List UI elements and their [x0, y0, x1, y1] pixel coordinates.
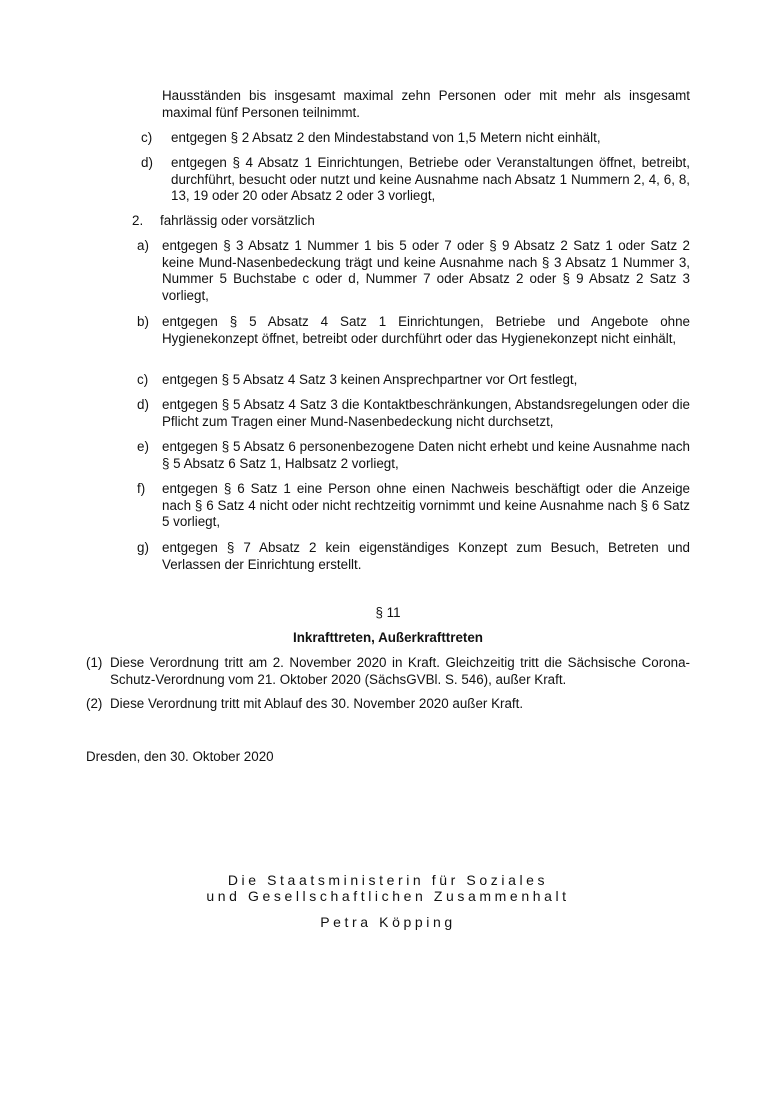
list-item-label: d): [137, 397, 149, 412]
list-item-text: entgegen § 5 Absatz 4 Satz 3 keinen Ansprechpartner vor Ort festlegt,: [162, 372, 578, 387]
list-item-label: c): [141, 130, 153, 145]
list-item-label: c): [137, 372, 149, 387]
section-title: Inkrafttreten, Außerkrafttreten: [293, 630, 483, 645]
list-item-text: entgegen § 4 Absatz 1 Einrichtungen, Betriebe oder Veranstaltungen öffnet, betreibt, durchführt, besucht oder nutzt und keine Ausnahme nach Absatz 1 Nummern 2, 4, 6, 8, 13, 19 oder 20 oder Absatz 2 oder 3 vorliegt,: [171, 155, 690, 204]
list-item-text: entgegen § 7 Absatz 2 kein eigenständiges Konzept zum Besuch, Betreten und Verlassen der Einrichtung erstellt.: [162, 540, 690, 572]
list-item-label: g): [137, 540, 149, 555]
signature-title-line2: und Gesellschaftlichen Zusammenhalt: [206, 888, 570, 904]
paragraph-label: (2): [86, 696, 103, 711]
list-item-text: entgegen § 6 Satz 1 eine Person ohne einen Nachweis beschäftigt oder die Anzeige nach § 6 Satz 4 nicht oder nicht rechtzeitig vornimmt und keine Ausnahme nach § 6 Satz 5 vorliegt,: [162, 481, 690, 530]
list-item-label: 2.: [132, 213, 144, 228]
signature-title-line1: Die Staatsministerin für Soziales: [227, 872, 549, 888]
list-item-label: d): [141, 155, 153, 170]
paragraph-label: (1): [86, 655, 103, 670]
paragraph-text: Diese Verordnung tritt am 2. November 2020 in Kraft. Gleichzeitig tritt die Sächsische Corona-Schutz-Verordnung vom 21. Oktober 2020 (SächsGVBl. S. 546), außer Kraft.: [110, 655, 690, 687]
list-item-label: a): [137, 238, 149, 253]
section-number: § 11: [375, 605, 401, 620]
list-item-text: entgegen § 5 Absatz 6 personenbezogene Daten nicht erhebt und keine Ausnahme nach § 5 Absatz 6 Satz 1, Halbsatz 2 vorliegt,: [162, 439, 690, 471]
list-item-text: entgegen § 3 Absatz 1 Nummer 1 bis 5 oder 7 oder § 9 Absatz 2 Satz 1 oder Satz 2 keine Mund-Nasenbedeckung trägt und keine Ausnahme nach § 3 Absatz 1 Nummer 3, Nummer 5 Buchstabe c oder d, Nummer 7 oder Absatz 2 oder § 9 Absatz 2 Satz 3 vorliegt,: [162, 238, 690, 303]
list-item-text: entgegen § 5 Absatz 4 Satz 1 Einrichtungen, Betriebe und Angebote ohne Hygienekonzept öffnet, betreibt oder durchführt oder das Hygienekonzept nicht einhält,: [162, 314, 690, 346]
list-item-text: fahrlässig oder vorsätzlich: [160, 213, 315, 228]
list-item-text: entgegen § 2 Absatz 2 den Mindestabstand von 1,5 Metern nicht einhält,: [171, 130, 601, 145]
paragraph-text: Diese Verordnung tritt mit Ablauf des 30. November 2020 außer Kraft.: [110, 696, 524, 711]
list-item-label: f): [137, 481, 146, 496]
list-item-label: e): [137, 439, 149, 454]
continuation-text: Hausständen bis insgesamt maximal zehn Personen oder mit mehr als insgesamt maximal fünf Personen teilnimmt.: [162, 88, 690, 120]
list-item-text: entgegen § 5 Absatz 4 Satz 3 die Kontaktbeschränkungen, Abstandsregelungen oder die Pflicht zum Tragen einer Mund-Nasenbedeckung nicht durchsetzt,: [162, 397, 690, 429]
signature-name: Petra Köpping: [320, 914, 456, 930]
place-date: Dresden, den 30. Oktober 2020: [86, 749, 274, 764]
list-item-label: b): [137, 314, 149, 329]
